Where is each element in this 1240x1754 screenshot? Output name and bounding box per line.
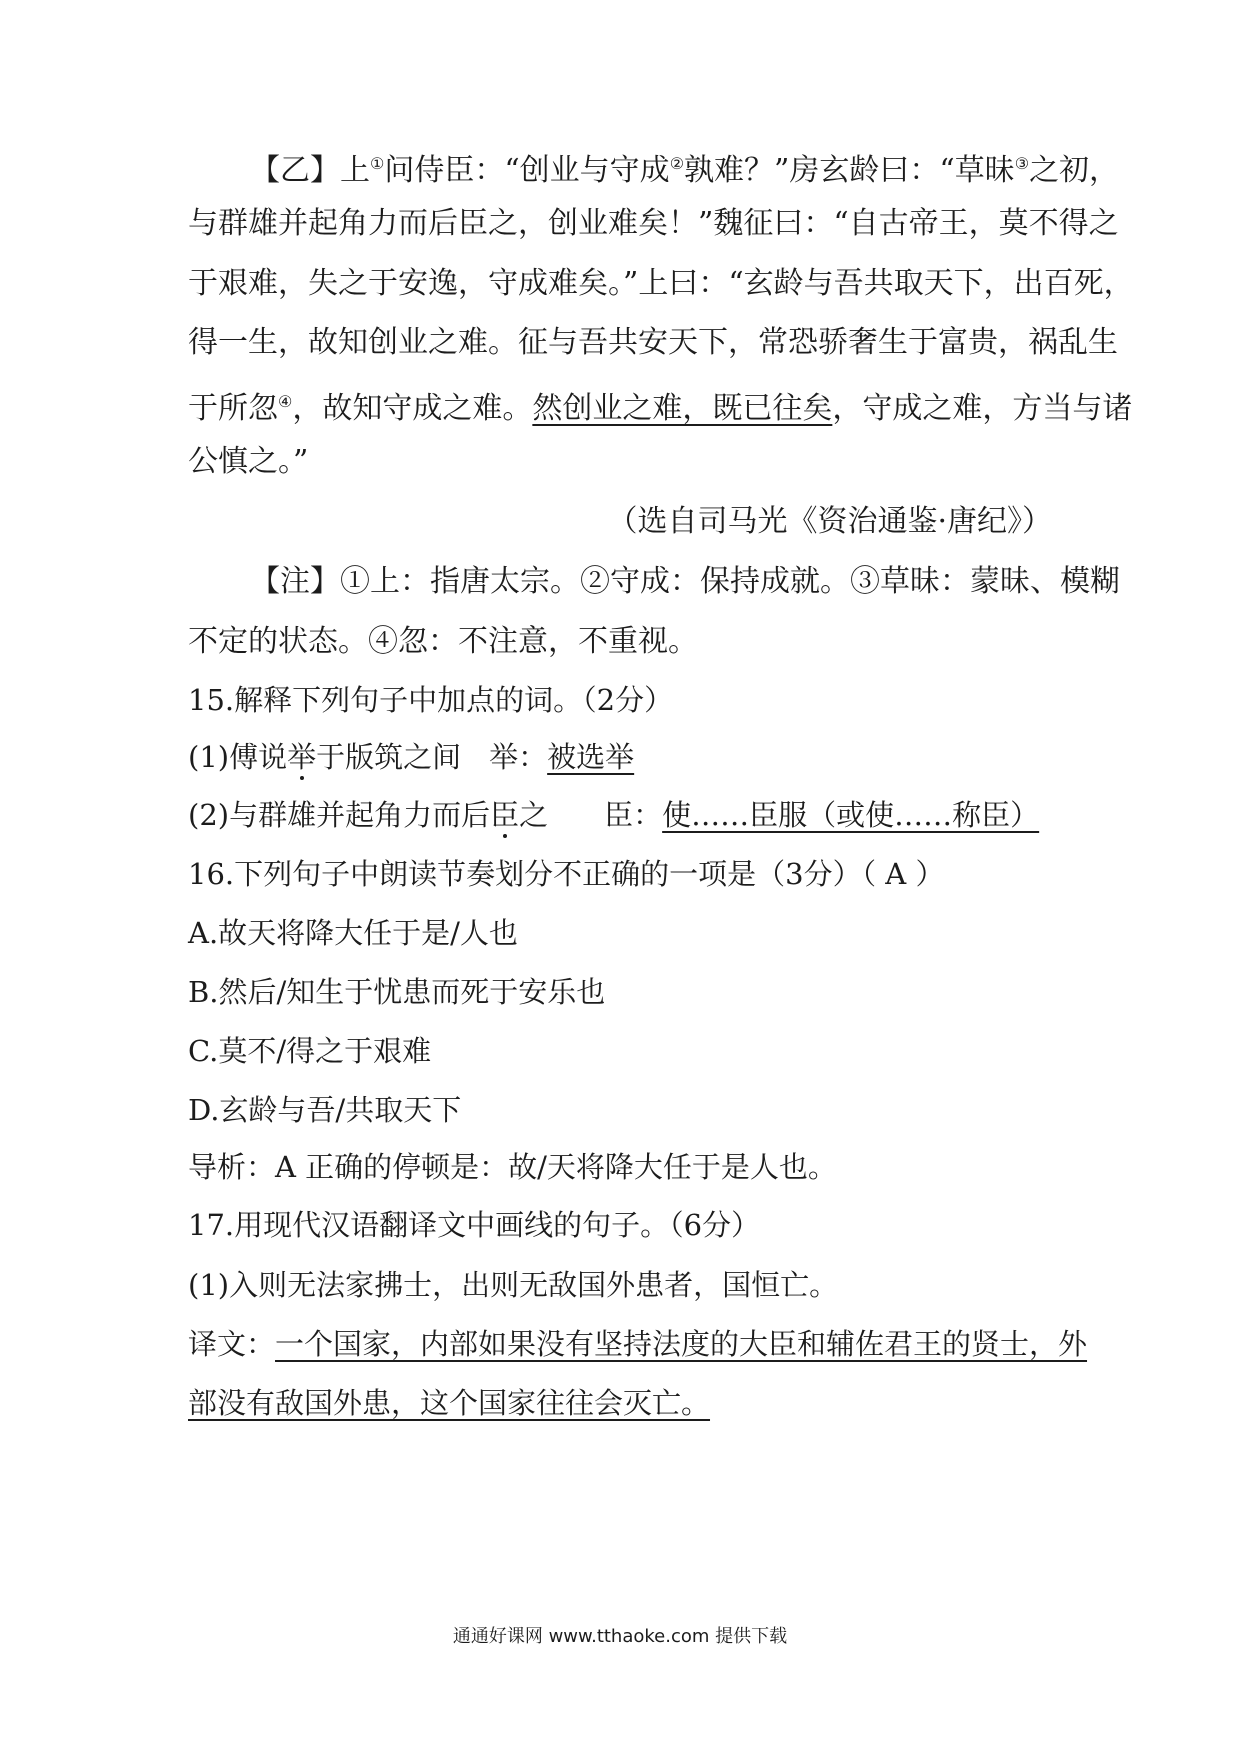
footnote-ref: ① [370, 154, 385, 173]
dotted-word: 臣 [490, 798, 520, 832]
dotted-word: 举 [287, 740, 317, 774]
option-c: C.莫不/得之于艰难 [188, 1034, 432, 1068]
passage-source: （选自司马光《资治通鉴·唐纪》） [607, 504, 1052, 539]
question-sentence: (1)入则无法家拂士，出则无敌国外患者，国恒亡。 [188, 1268, 839, 1302]
question-title: 17.用现代汉语翻译文中画线的句子。（6分） [188, 1208, 761, 1242]
notes-line: 不定的状态。④忽：不注意，不重视。 [188, 624, 698, 659]
translation-line: 译文：一个国家，内部如果没有坚持法度的大臣和辅佐君王的贤士，外 [188, 1327, 1088, 1361]
footnote-ref: ③ [1014, 154, 1030, 173]
question-item: (1)傅说举于版筑之间 举：被选举 [188, 740, 635, 774]
notes-line: 【注】①上：指唐太宗。②守成：保持成就。③草昧：蒙昧、模糊 [250, 564, 1120, 599]
answer-text: 部没有敌国外患，这个国家往往会灭亡。 [188, 1386, 711, 1420]
passage-line: 得一生，故知创业之难。征与吾共安天下，常恐骄奢生于富贵，祸乱生 [188, 325, 1118, 360]
translation-line [188, 1381, 710, 1425]
option-a: A.故天将降大任于是/人也 [188, 916, 518, 950]
question-title: 15.解释下列句子中加点的词。（2分） [188, 683, 674, 717]
passage-line: 公慎之。” [188, 444, 309, 479]
footnote-ref: ④ [278, 392, 293, 411]
question-title: 16.下列句子中朗读节奏划分不正确的一项是（3分）（ A ） [188, 857, 945, 891]
option-b: B.然后/知生于忧患而死于安乐也 [188, 975, 606, 1009]
analysis-text: 导析：A 正确的停顿是：故/天将降大任于是人也。 [188, 1150, 837, 1184]
underlined-sentence: 然创业之难，既已往矣 [532, 391, 833, 426]
footnote-ref: ② [669, 154, 685, 173]
answer-text: 一个国家，内部如果没有坚持法度的大臣和辅佐君王的贤士，外 [275, 1327, 1088, 1361]
passage-line: 于所忽④，故知守成之难。然创业之难，既已往矣，守成之难，方当与诸 [188, 391, 1133, 426]
page-footer: 通通好课网 www.tthaoke.com 提供下载 [452, 1626, 788, 1647]
answer-text: 被选举 [547, 740, 635, 774]
passage-line: 于艰难，失之于安逸，守成难矣。”上曰：“玄龄与吾共取天下，出百死， [188, 266, 1134, 301]
question-item: (2)与群雄并起角力而后臣之 臣：使……臣服（或使……称臣） [188, 798, 1040, 832]
answer-text: 使……臣服（或使……称臣） [662, 798, 1040, 832]
passage-line: 【乙】上①问侍臣：“创业与守成②孰难？”房玄龄曰：“草昧③之初， [250, 153, 1120, 188]
passage-line: 与群雄并起角力而后臣之，创业难矣！”魏征曰：“自古帝王，莫不得之 [188, 206, 1119, 241]
option-d: D.玄龄与吾/共取天下 [188, 1093, 462, 1127]
